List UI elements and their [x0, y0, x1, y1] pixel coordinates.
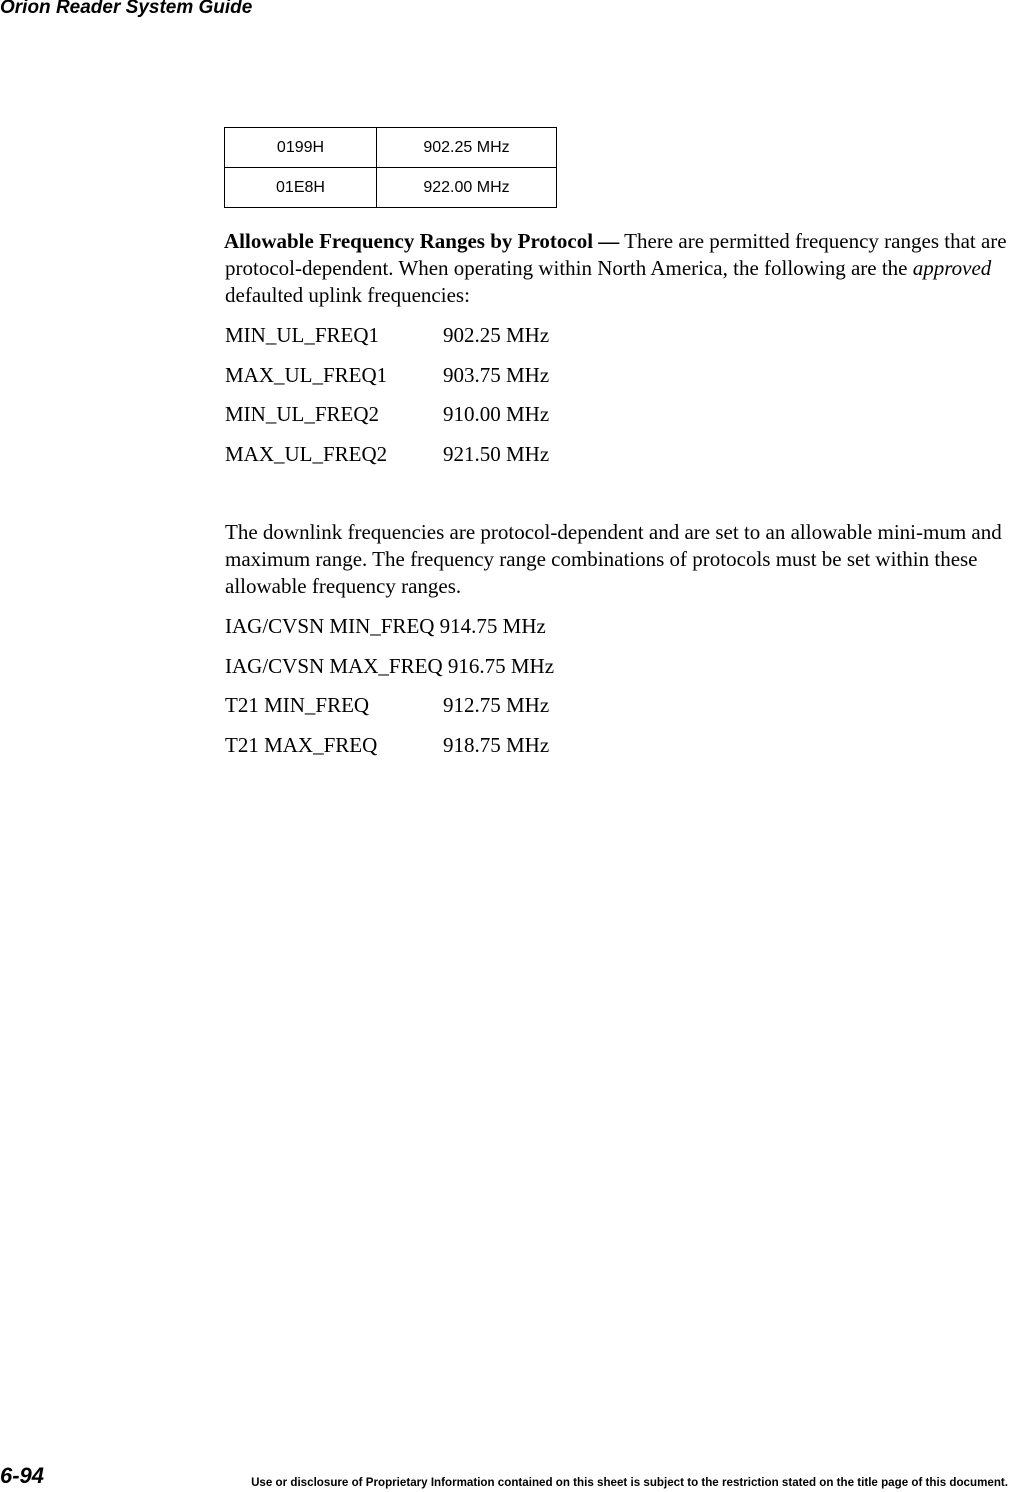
paragraph-text: defaulted uplink frequencies: — [225, 283, 470, 307]
uplink-frequency-line — [225, 441, 549, 467]
section-heading: Allowable Frequency Ranges by Protocol — — [224, 229, 620, 253]
downlink-paragraph: The downlink frequencies are protocol-dependent and are set to an allowable mini-mum and maximum range. The frequency range combinations of protocols must be set within these allowable frequency ranges. — [225, 520, 1002, 598]
table-cell-frequency: 902.25 MHz — [377, 128, 557, 168]
frequency-label: T21 MAX_FREQ — [225, 733, 378, 757]
frequency-value: 918.75 MHz — [443, 733, 550, 757]
allowable-ranges-paragraph — [225, 228, 1011, 309]
paragraph-text: There are permitted frequency ranges that are protocol-dependent. When operating within North America, the following are the — [225, 229, 1007, 280]
table-cell-code: 01E8H — [225, 168, 377, 208]
emphasis-text: approved — [912, 256, 992, 280]
table-row — [225, 168, 557, 208]
table-cell-frequency: 922.00 MHz — [377, 168, 557, 208]
document-header-title: Orion Reader System Guide — [0, 0, 253, 18]
frequency-value: 910.00 MHz — [443, 402, 550, 426]
table-cell-code: 0199H — [225, 128, 377, 168]
proprietary-notice: Use or disclosure of Proprietary Information contained on this sheet is subject to the restriction stated on the title page of this document. — [251, 1476, 1008, 1489]
frequency-value: 912.75 MHz — [443, 693, 550, 717]
downlink-frequency-line — [225, 732, 549, 758]
downlink-frequency-line — [225, 692, 549, 718]
downlink-frequency-line: IAG/CVSN MIN_FREQ 914.75 MHz — [225, 614, 546, 638]
frequency-value: 902.25 MHz — [443, 323, 550, 347]
uplink-frequency-line — [225, 322, 549, 348]
frequency-label: MIN_UL_FREQ1 — [225, 323, 380, 347]
frequency-value: 921.50 MHz — [443, 442, 550, 466]
frequency-label: MAX_UL_FREQ1 — [225, 363, 388, 387]
frequency-label: MIN_UL_FREQ2 — [225, 402, 380, 426]
uplink-frequency-line — [225, 401, 549, 427]
table-row — [225, 128, 557, 168]
uplink-frequency-line — [225, 362, 549, 388]
frequency-label: T21 MIN_FREQ — [225, 693, 370, 717]
frequency-code-table — [224, 127, 557, 208]
page-number: 6-94 — [0, 1463, 45, 1488]
downlink-frequency-line: IAG/CVSN MAX_FREQ 916.75 MHz — [225, 654, 555, 678]
frequency-label: MAX_UL_FREQ2 — [225, 442, 388, 466]
frequency-value: 903.75 MHz — [443, 363, 550, 387]
